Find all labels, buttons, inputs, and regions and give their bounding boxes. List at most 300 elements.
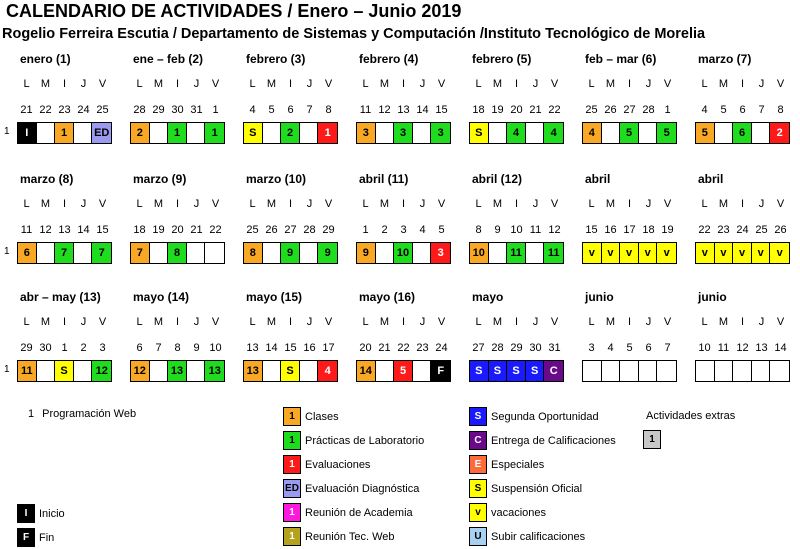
weekday-letter: M bbox=[379, 78, 390, 90]
week-label: feb – mar (6) bbox=[585, 52, 657, 66]
weekday-letter: V bbox=[663, 78, 672, 90]
weekday-letter: J bbox=[645, 78, 652, 90]
weekday-letter: L bbox=[249, 78, 256, 90]
day-number: 14 bbox=[265, 342, 278, 354]
day-number: 28 bbox=[642, 104, 655, 116]
row-number: 1 bbox=[4, 364, 10, 375]
activity-cell bbox=[696, 361, 715, 381]
weekday-letter: V bbox=[663, 198, 672, 210]
weekday-letter: J bbox=[306, 198, 313, 210]
activity-cell: 3 bbox=[431, 123, 450, 143]
day-number: 17 bbox=[322, 342, 335, 354]
weekday-letter: J bbox=[532, 198, 539, 210]
week-label: febrero (3) bbox=[246, 52, 306, 66]
legend-swatch: S bbox=[469, 479, 487, 498]
day-number: 19 bbox=[491, 104, 504, 116]
activity-cell: v bbox=[752, 243, 771, 263]
weekday-letter: I bbox=[627, 78, 632, 90]
legend-label: Fin bbox=[39, 531, 55, 544]
week-label: abril (11) bbox=[359, 172, 409, 186]
activity-cell bbox=[300, 361, 319, 381]
week-cells bbox=[243, 360, 338, 382]
day-number: 25 bbox=[246, 224, 259, 236]
day-number: 4 bbox=[419, 224, 426, 236]
day-number: 22 bbox=[698, 224, 711, 236]
day-number: 13 bbox=[58, 224, 71, 236]
activity-cell bbox=[620, 361, 639, 381]
legend-label: Reunión Tec. Web bbox=[305, 530, 395, 543]
extras-swatch: 1 bbox=[643, 430, 661, 449]
day-number: 4 bbox=[607, 342, 614, 354]
day-number: 1 bbox=[61, 342, 68, 354]
weekday-letter: J bbox=[193, 78, 200, 90]
activity-cell: 10 bbox=[394, 243, 413, 263]
activity-cell: 10 bbox=[470, 243, 489, 263]
weekday-letter: J bbox=[645, 316, 652, 328]
activity-cell bbox=[37, 123, 56, 143]
week-cells bbox=[130, 360, 225, 382]
weekday-letter: M bbox=[492, 198, 503, 210]
day-number: 9 bbox=[494, 224, 501, 236]
day-number: 29 bbox=[20, 342, 33, 354]
week-cells bbox=[17, 242, 112, 264]
week-cells bbox=[582, 360, 677, 382]
activity-cell: 4 bbox=[507, 123, 526, 143]
activity-cell bbox=[639, 361, 658, 381]
day-number: 10 bbox=[209, 342, 222, 354]
day-number: 20 bbox=[359, 342, 372, 354]
activity-cell bbox=[263, 243, 282, 263]
activity-cell: 2 bbox=[281, 123, 300, 143]
weekday-letter: L bbox=[362, 78, 369, 90]
activity-cell: 4 bbox=[318, 361, 337, 381]
activity-cell: S bbox=[244, 123, 263, 143]
day-number: 23 bbox=[717, 224, 730, 236]
day-number: 29 bbox=[322, 224, 335, 236]
activity-cell bbox=[74, 361, 93, 381]
legend-label: vacaciones bbox=[491, 506, 547, 519]
activity-cell bbox=[715, 123, 734, 143]
week-label: enero (1) bbox=[20, 52, 71, 66]
weekday-letter: M bbox=[605, 78, 616, 90]
legend-label: Suspensión Oficial bbox=[491, 482, 583, 495]
day-number: 6 bbox=[287, 104, 294, 116]
activity-cell: 3 bbox=[357, 123, 376, 143]
weekday-letter: M bbox=[266, 316, 277, 328]
weekday-letter: V bbox=[550, 316, 559, 328]
weekday-letter: L bbox=[701, 316, 708, 328]
legend-label: Subir calificaciones bbox=[491, 530, 586, 543]
weekday-letter: J bbox=[758, 198, 765, 210]
weekday-letter: M bbox=[153, 198, 164, 210]
weekday-letter: V bbox=[98, 316, 107, 328]
activity-cell: 11 bbox=[18, 361, 37, 381]
day-number: 2 bbox=[80, 342, 87, 354]
subject-name: Programación Web bbox=[42, 408, 137, 420]
week-label: abril (12) bbox=[472, 172, 523, 186]
day-number: 7 bbox=[758, 104, 765, 116]
legend-item bbox=[469, 431, 616, 450]
weekday-letter: M bbox=[718, 78, 729, 90]
day-number: 5 bbox=[438, 224, 445, 236]
activity-cell: 4 bbox=[583, 123, 602, 143]
activity-cell: S bbox=[507, 361, 526, 381]
day-number: 3 bbox=[588, 342, 595, 354]
weekday-letter: V bbox=[98, 198, 107, 210]
day-number: 29 bbox=[510, 342, 523, 354]
weekday-letter: V bbox=[211, 316, 220, 328]
row-number: 1 bbox=[4, 246, 10, 257]
activity-cell bbox=[489, 243, 508, 263]
weekday-letter: I bbox=[514, 78, 519, 90]
weekday-letter: J bbox=[306, 78, 313, 90]
weekday-letter: V bbox=[437, 316, 446, 328]
activity-cell: S bbox=[470, 123, 489, 143]
legend-swatch: C bbox=[469, 431, 487, 450]
activity-cell: 5 bbox=[394, 361, 413, 381]
day-number: 14 bbox=[416, 104, 429, 116]
day-number: 25 bbox=[755, 224, 768, 236]
week-cells bbox=[243, 242, 338, 264]
weekday-letter: I bbox=[514, 316, 519, 328]
day-number: 22 bbox=[548, 104, 561, 116]
weekday-letter: V bbox=[776, 198, 785, 210]
week-label: abril bbox=[585, 172, 611, 186]
day-number: 23 bbox=[58, 104, 71, 116]
day-number: 14 bbox=[77, 224, 90, 236]
week-cells bbox=[130, 122, 225, 144]
day-number: 22 bbox=[209, 224, 222, 236]
activity-cell: 13 bbox=[244, 361, 263, 381]
weekday-letter: J bbox=[532, 78, 539, 90]
day-number: 13 bbox=[246, 342, 259, 354]
activity-cell: 3 bbox=[431, 243, 450, 263]
activity-cell bbox=[150, 243, 169, 263]
activity-cell: 1 bbox=[55, 123, 74, 143]
legend-label: Clases bbox=[305, 410, 339, 423]
legend-swatch: 1 bbox=[283, 407, 301, 426]
weekday-letter: I bbox=[401, 198, 406, 210]
weekday-letter: V bbox=[437, 198, 446, 210]
day-number: 30 bbox=[529, 342, 542, 354]
day-number: 19 bbox=[661, 224, 674, 236]
activity-cell: v bbox=[733, 243, 752, 263]
legend-item bbox=[283, 503, 413, 522]
weekday-letter: J bbox=[758, 316, 765, 328]
activity-cell bbox=[413, 243, 432, 263]
week-label: mayo (15) bbox=[246, 290, 303, 304]
day-number: 27 bbox=[472, 342, 485, 354]
day-number: 16 bbox=[604, 224, 617, 236]
activity-cell: 6 bbox=[18, 243, 37, 263]
day-number: 18 bbox=[133, 224, 146, 236]
calendar-subtitle: Rogelio Ferreira Escutia / Departamento de Sistemas y Computación /Instituto Tecnológico de Morelia bbox=[2, 26, 706, 42]
legend-swatch: 1 bbox=[283, 431, 301, 450]
activity-cell bbox=[413, 123, 432, 143]
weekday-letter: L bbox=[249, 316, 256, 328]
week-label: mayo (14) bbox=[133, 290, 190, 304]
activity-cell: 9 bbox=[318, 243, 337, 263]
legend-item bbox=[469, 455, 544, 474]
day-number: 10 bbox=[510, 224, 523, 236]
activity-cell bbox=[657, 361, 676, 381]
weekday-letter: L bbox=[23, 78, 30, 90]
weekday-letter: L bbox=[475, 316, 482, 328]
activity-cell: 2 bbox=[131, 123, 150, 143]
activity-cell: 1 bbox=[168, 123, 187, 143]
activity-cell bbox=[37, 361, 56, 381]
day-number: 6 bbox=[645, 342, 652, 354]
legend-item bbox=[469, 503, 546, 522]
day-number: 21 bbox=[529, 104, 542, 116]
weekday-letter: I bbox=[288, 316, 293, 328]
week-label: abr – may (13) bbox=[20, 290, 101, 304]
weekday-letter: L bbox=[23, 198, 30, 210]
day-number: 7 bbox=[155, 342, 162, 354]
activity-cell: 5 bbox=[657, 123, 676, 143]
weekday-letter: V bbox=[324, 198, 333, 210]
day-number: 3 bbox=[400, 224, 407, 236]
day-number: 15 bbox=[284, 342, 297, 354]
day-number: 21 bbox=[20, 104, 33, 116]
weekday-letter: I bbox=[175, 198, 180, 210]
legend-swatch: ED bbox=[283, 479, 301, 498]
weekday-letter: I bbox=[175, 316, 180, 328]
legend-swatch: E bbox=[469, 455, 487, 474]
weekday-letter: J bbox=[80, 198, 87, 210]
activity-cell: 12 bbox=[92, 361, 111, 381]
weekday-letter: V bbox=[550, 78, 559, 90]
weekday-letter: J bbox=[419, 198, 426, 210]
legend-item bbox=[283, 407, 339, 426]
legend-swatch: 1 bbox=[283, 503, 301, 522]
legend-swatch: 1 bbox=[283, 455, 301, 474]
day-number: 27 bbox=[623, 104, 636, 116]
day-number: 26 bbox=[774, 224, 787, 236]
subject-item bbox=[28, 408, 136, 420]
activity-cell bbox=[187, 361, 206, 381]
day-number: 12 bbox=[548, 224, 561, 236]
weekday-letter: L bbox=[588, 78, 595, 90]
weekday-letter: I bbox=[288, 198, 293, 210]
activity-cell bbox=[300, 243, 319, 263]
activity-cell bbox=[733, 361, 752, 381]
day-number: 27 bbox=[284, 224, 297, 236]
week-cells bbox=[356, 360, 451, 382]
activity-cell bbox=[187, 243, 206, 263]
day-number: 18 bbox=[642, 224, 655, 236]
day-number: 11 bbox=[359, 104, 372, 116]
day-number: 11 bbox=[529, 224, 542, 236]
week-cells bbox=[695, 122, 790, 144]
week-label: marzo (10) bbox=[246, 172, 307, 186]
activity-cell bbox=[489, 123, 508, 143]
day-number: 13 bbox=[397, 104, 410, 116]
week-cells bbox=[17, 360, 112, 382]
legend-item bbox=[469, 407, 599, 426]
week-label: febrero (4) bbox=[359, 52, 419, 66]
activity-cell bbox=[263, 123, 282, 143]
weekday-letter: V bbox=[550, 198, 559, 210]
weekday-letter: L bbox=[136, 78, 143, 90]
activity-cell: v bbox=[696, 243, 715, 263]
activity-cell bbox=[602, 123, 621, 143]
day-number: 11 bbox=[717, 342, 730, 354]
activity-cell bbox=[150, 361, 169, 381]
day-number: 14 bbox=[774, 342, 787, 354]
weekday-letter: I bbox=[740, 316, 745, 328]
activity-cell: F bbox=[431, 361, 450, 381]
legend-swatch: S bbox=[469, 407, 487, 426]
week-label: febrero (5) bbox=[472, 52, 532, 66]
legend-label: Inicio bbox=[39, 507, 65, 520]
activity-cell bbox=[74, 123, 93, 143]
activity-cell bbox=[639, 123, 658, 143]
activity-cell: v bbox=[639, 243, 658, 263]
day-number: 2 bbox=[381, 224, 388, 236]
day-number: 7 bbox=[306, 104, 313, 116]
activity-cell bbox=[376, 361, 395, 381]
activity-cell bbox=[583, 361, 602, 381]
activity-cell: 7 bbox=[131, 243, 150, 263]
weekday-letter: L bbox=[23, 316, 30, 328]
week-label: marzo (7) bbox=[698, 52, 752, 66]
weekday-letter: M bbox=[492, 316, 503, 328]
legend-swatch: 1 bbox=[283, 527, 301, 546]
week-cells bbox=[695, 242, 790, 264]
weekday-letter: M bbox=[379, 198, 390, 210]
week-cells bbox=[17, 122, 112, 144]
week-cells bbox=[469, 242, 564, 264]
weekday-letter: M bbox=[40, 78, 51, 90]
legend-item bbox=[283, 431, 424, 450]
row-number: 1 bbox=[4, 126, 10, 137]
weekday-letter: V bbox=[776, 316, 785, 328]
day-number: 1 bbox=[212, 104, 219, 116]
activity-cell bbox=[74, 243, 93, 263]
weekday-letter: M bbox=[605, 198, 616, 210]
weekday-letter: I bbox=[62, 316, 67, 328]
weekday-letter: M bbox=[40, 316, 51, 328]
weekday-letter: L bbox=[136, 316, 143, 328]
day-number: 26 bbox=[265, 224, 278, 236]
day-number: 21 bbox=[190, 224, 203, 236]
weekday-letter: M bbox=[718, 198, 729, 210]
weekday-letter: J bbox=[532, 316, 539, 328]
weekday-letter: J bbox=[645, 198, 652, 210]
day-number: 5 bbox=[720, 104, 727, 116]
day-number: 15 bbox=[585, 224, 598, 236]
weekday-letter: L bbox=[588, 316, 595, 328]
weekday-letter: V bbox=[211, 198, 220, 210]
activity-cell: 13 bbox=[168, 361, 187, 381]
day-number: 16 bbox=[303, 342, 316, 354]
week-label: marzo (8) bbox=[20, 172, 74, 186]
activity-cell: 7 bbox=[55, 243, 74, 263]
legend-label: Prácticas de Laboratorio bbox=[305, 434, 425, 447]
activity-cell: v bbox=[715, 243, 734, 263]
legend-item bbox=[17, 504, 65, 523]
activity-cell: v bbox=[770, 243, 789, 263]
activity-cell: v bbox=[583, 243, 602, 263]
day-number: 31 bbox=[190, 104, 203, 116]
day-number: 25 bbox=[96, 104, 109, 116]
activity-cell: C bbox=[544, 361, 563, 381]
activity-cell bbox=[376, 123, 395, 143]
day-number: 9 bbox=[193, 342, 200, 354]
day-number: 5 bbox=[268, 104, 275, 116]
legend-label: Especiales bbox=[491, 458, 545, 471]
weekday-letter: V bbox=[98, 78, 107, 90]
activity-cell: 4 bbox=[544, 123, 563, 143]
weekday-letter: J bbox=[306, 316, 313, 328]
day-number: 13 bbox=[755, 342, 768, 354]
week-label: ene – feb (2) bbox=[133, 52, 204, 66]
legend-label: Evaluación Diagnóstica bbox=[305, 482, 420, 495]
weekday-letter: V bbox=[324, 316, 333, 328]
weekday-letter: J bbox=[758, 78, 765, 90]
weekday-letter: M bbox=[153, 316, 164, 328]
weekday-letter: I bbox=[175, 78, 180, 90]
day-number: 24 bbox=[435, 342, 448, 354]
week-cells bbox=[356, 122, 451, 144]
activity-cell bbox=[37, 243, 56, 263]
weekday-letter: J bbox=[193, 198, 200, 210]
day-number: 11 bbox=[20, 224, 33, 236]
weekday-letter: M bbox=[492, 78, 503, 90]
subject-number: 1 bbox=[28, 408, 35, 420]
weekday-letter: I bbox=[401, 316, 406, 328]
activity-cell bbox=[263, 361, 282, 381]
day-number: 29 bbox=[152, 104, 165, 116]
day-number: 3 bbox=[99, 342, 106, 354]
week-label: junio bbox=[585, 290, 614, 304]
legend-item bbox=[17, 528, 54, 547]
day-number: 21 bbox=[378, 342, 391, 354]
activity-cell: ED bbox=[92, 123, 111, 143]
day-number: 24 bbox=[77, 104, 90, 116]
week-label: marzo (9) bbox=[133, 172, 187, 186]
legend-label: Reunión de Academia bbox=[305, 506, 413, 519]
day-number: 1 bbox=[664, 104, 671, 116]
activity-cell: S bbox=[55, 361, 74, 381]
activity-cell: 1 bbox=[205, 123, 224, 143]
day-number: 26 bbox=[604, 104, 617, 116]
week-cells bbox=[582, 242, 677, 264]
weekday-letter: L bbox=[362, 198, 369, 210]
day-number: 4 bbox=[701, 104, 708, 116]
activity-cell: 9 bbox=[281, 243, 300, 263]
activity-cell bbox=[752, 123, 771, 143]
calendar-title: CALENDARIO DE ACTIVIDADES / Enero – Junio 2019 bbox=[6, 1, 462, 21]
activity-cell: 9 bbox=[357, 243, 376, 263]
week-cells bbox=[582, 122, 677, 144]
weekday-letter: V bbox=[324, 78, 333, 90]
legend-item bbox=[283, 527, 394, 546]
day-number: 28 bbox=[303, 224, 316, 236]
weekday-letter: V bbox=[776, 78, 785, 90]
day-number: 4 bbox=[249, 104, 256, 116]
weekday-letter: L bbox=[588, 198, 595, 210]
weekday-letter: M bbox=[605, 316, 616, 328]
activity-cell: 14 bbox=[357, 361, 376, 381]
day-number: 19 bbox=[152, 224, 165, 236]
day-number: 5 bbox=[626, 342, 633, 354]
day-number: 15 bbox=[96, 224, 109, 236]
week-label: mayo (16) bbox=[359, 290, 416, 304]
legend-swatch: v bbox=[469, 503, 487, 522]
activity-cell: 13 bbox=[205, 361, 224, 381]
